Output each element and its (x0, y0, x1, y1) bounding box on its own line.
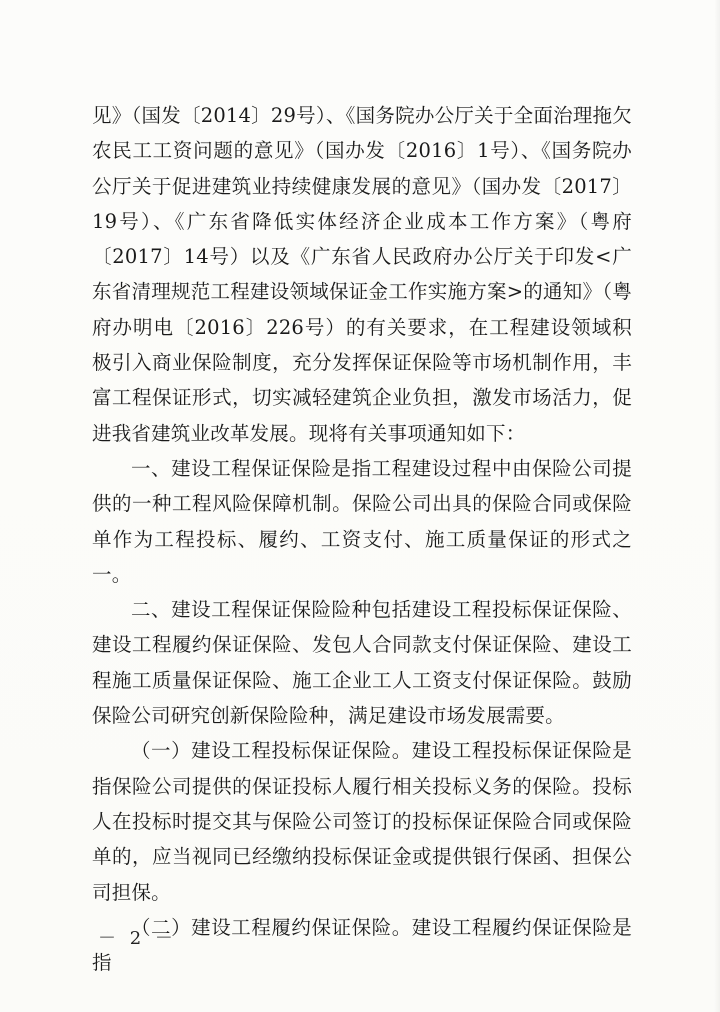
document-body (92, 98, 632, 980)
paragraph-item-1: 一、建设工程保证保险是指工程建设过程中由保险公司提供的一种工程风险保障机制。保险公司出具的保险合同或保险单作为工程投标、履约、工资支付、施工质量保证的形式之一。 (92, 456, 632, 586)
page-number: － 2 － (98, 928, 177, 949)
paragraph-intro: 见》（国发〔2014〕29号）、《国务院办公厅关于全面治理拖欠农民工工资问题的意见》（国办发〔2016〕1号）、《国务院办公厅关于促进建筑业持续健康发展的意见》（国办发〔2017〕19号）、《广东省降低实体经济企业成本工作方案》（粤府〔2017〕14号）以及《广东省人民政府办公厅关于印发<广东省清理规范工程建设领域保证金工作实施方案>的通知》（粤府办明电〔2016〕226号）的有关要求，在工程建设领域积极引入商业保险制度，充分发挥保证保险等市场机制作用，丰富工程保证形式，切实减轻建筑企业负担，激发市场活力，促进我省建筑业改革发展。现将有关事项通知如下： (92, 104, 632, 445)
paragraph-item-2-1: （一）建设工程投标保证保险。建设工程投标保证保险是指保险公司提供的保证投标人履行相关投标义务的保险。投标人在投标时提交其与保险公司签订的投标保证保险合同或保险单的，应当视同已经缴纳投标保证金或提供银行保函、担保公司担保。 (92, 739, 632, 904)
paragraph-item-2: 二、建设工程保证保险险种包括建设工程投标保证保险、建设工程履约保证保险、发包人合同款支付保证保险、建设工程施工质量保证保险、施工企业工人工资支付保证保险。鼓励保险公司研究创新保险险种，满足建设市场发展需要。 (92, 598, 632, 728)
scan-edge-shadow (714, 0, 720, 1012)
paragraph-item-2-2: （二）建设工程履约保证保险。建设工程履约保证保险是指 (92, 915, 632, 975)
